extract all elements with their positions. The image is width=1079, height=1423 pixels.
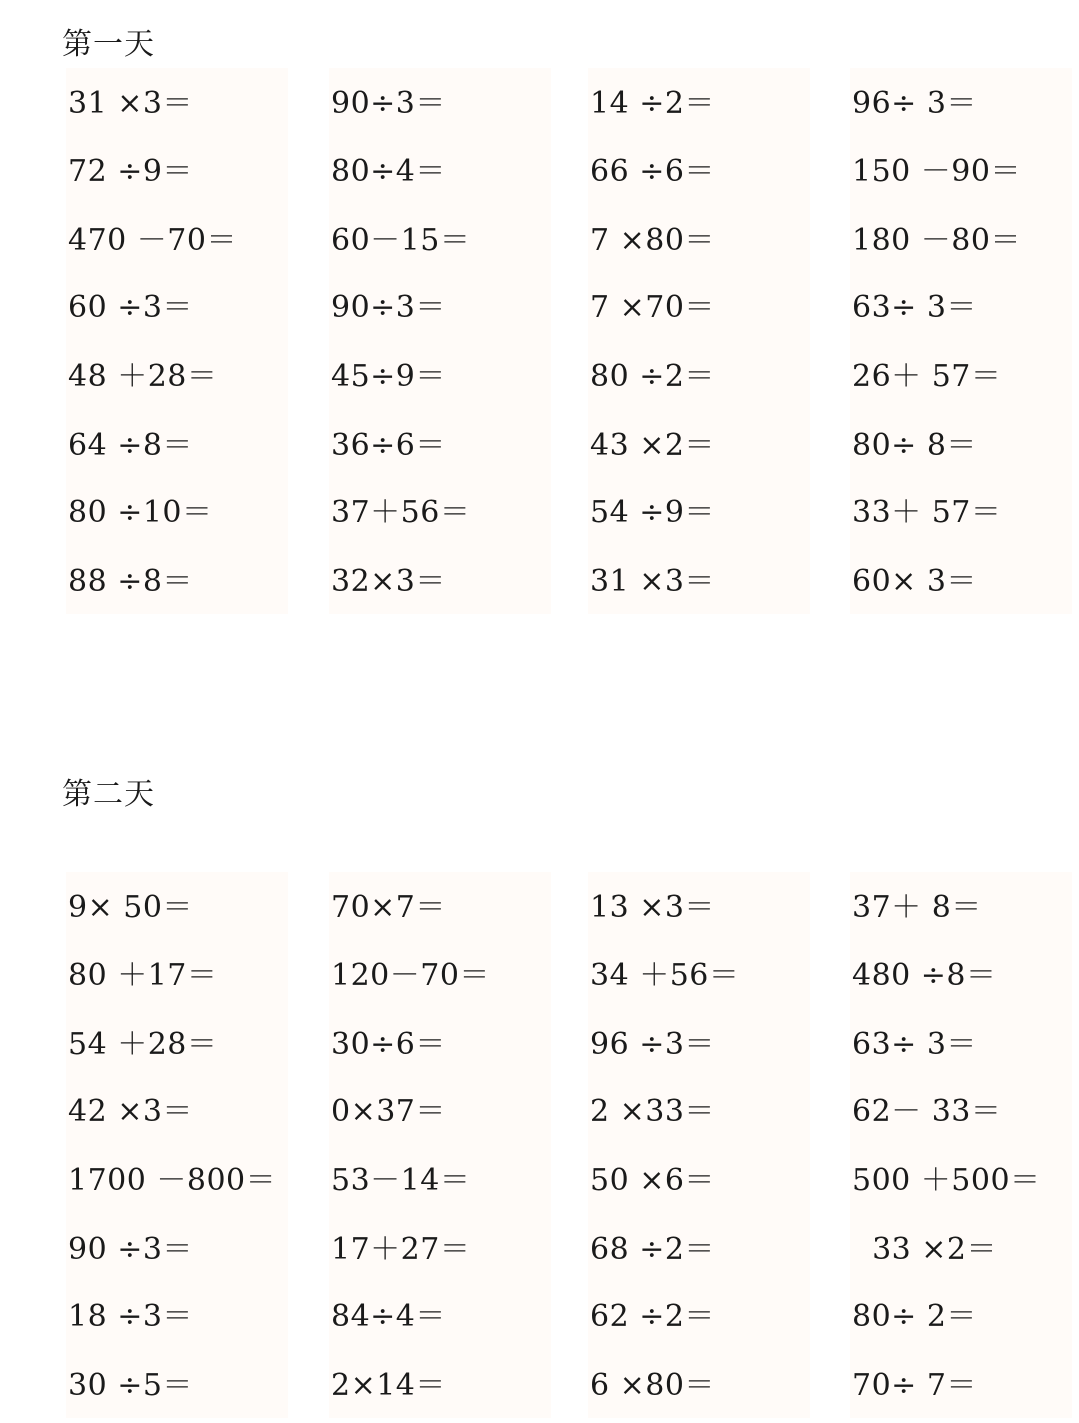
math-problem: 2×14＝: [331, 1368, 446, 1403]
math-problem: 90 ÷3＝: [68, 1232, 193, 1267]
math-problem: 80 ÷10＝: [68, 495, 213, 530]
math-problem: 60× 3＝: [852, 564, 977, 599]
math-problem: 13 ×3＝: [590, 890, 715, 925]
math-problem: 88 ÷8＝: [68, 564, 193, 599]
math-problem: 70÷ 7＝: [852, 1368, 977, 1403]
math-problem: 32×3＝: [331, 564, 446, 599]
page-title-day2: 第二天: [62, 777, 155, 812]
day2-column-4: [850, 872, 1072, 1418]
math-problem: 2 ×33＝: [590, 1094, 715, 1129]
math-problem: 150 －90＝: [852, 154, 1021, 189]
math-problem: 37＋56＝: [331, 495, 471, 530]
page-title-day1: 第一天: [62, 27, 155, 62]
math-problem: 470 －70＝: [68, 223, 237, 258]
math-problem: 180 －80＝: [852, 223, 1021, 258]
math-problem: 33 ×2＝: [852, 1232, 998, 1267]
math-problem: 96÷ 3＝: [852, 86, 977, 121]
math-problem: 53－14＝: [331, 1163, 471, 1198]
day1-column-2: [329, 68, 551, 614]
math-problem: 60 ÷3＝: [68, 290, 193, 325]
math-problem: 72 ÷9＝: [68, 154, 193, 189]
math-problem: 96 ÷3＝: [590, 1027, 715, 1062]
math-problem: 9× 50＝: [68, 890, 193, 925]
day1-problems: [0, 68, 1079, 614]
math-problem: 14 ÷2＝: [590, 86, 715, 121]
math-problem: 80÷ 2＝: [852, 1299, 977, 1334]
math-problem: 30÷6＝: [331, 1027, 446, 1062]
math-problem: 42 ×3＝: [68, 1094, 193, 1129]
math-problem: 500 ＋500＝: [852, 1163, 1041, 1198]
math-problem: 45÷9＝: [331, 359, 446, 394]
math-problem: 70×7＝: [331, 890, 446, 925]
math-problem: 80 ＋17＝: [68, 958, 218, 993]
math-problem: 54 ＋28＝: [68, 1027, 218, 1062]
math-problem: 37＋ 8＝: [852, 890, 982, 925]
math-problem: 6 ×80＝: [590, 1368, 715, 1403]
math-problem: 7 ×70＝: [590, 290, 715, 325]
math-problem: 26＋ 57＝: [852, 359, 1002, 394]
math-problem: 48 ＋28＝: [68, 359, 218, 394]
day2-column-1: [66, 872, 288, 1418]
math-problem: 30 ÷5＝: [68, 1368, 193, 1403]
day2-column-3: [588, 872, 810, 1418]
math-problem: 90÷3＝: [331, 290, 446, 325]
math-problem: 80÷4＝: [331, 154, 446, 189]
day1-column-1: [66, 68, 288, 614]
math-problem: 80÷ 8＝: [852, 428, 977, 463]
math-problem: 66 ÷6＝: [590, 154, 715, 189]
math-problem: 33＋ 57＝: [852, 495, 1002, 530]
math-problem: 63÷ 3＝: [852, 1027, 977, 1062]
math-problem: 1700 －800＝: [68, 1163, 277, 1198]
day1-column-4: [850, 68, 1072, 614]
math-problem: 31 ×3＝: [590, 564, 715, 599]
math-problem: 0×37＝: [331, 1094, 446, 1129]
math-problem: 50 ×6＝: [590, 1163, 715, 1198]
day1-column-3: [588, 68, 810, 614]
math-problem: 31 ×3＝: [68, 86, 193, 121]
day2-column-2: [329, 872, 551, 1418]
math-problem: 43 ×2＝: [590, 428, 715, 463]
math-problem: 80 ÷2＝: [590, 359, 715, 394]
math-problem: 17＋27＝: [331, 1232, 471, 1267]
math-problem: 90÷3＝: [331, 86, 446, 121]
math-problem: 64 ÷8＝: [68, 428, 193, 463]
math-problem: 63÷ 3＝: [852, 290, 977, 325]
math-problem: 120－70＝: [331, 958, 490, 993]
math-problem: 7 ×80＝: [590, 223, 715, 258]
math-problem: 62 ÷2＝: [590, 1299, 715, 1334]
math-problem: 480 ÷8＝: [852, 958, 997, 993]
day2-problems: [0, 872, 1079, 1418]
math-problem: 34 ＋56＝: [590, 958, 740, 993]
math-problem: 62－ 33＝: [852, 1094, 1002, 1129]
math-problem: 84÷4＝: [331, 1299, 446, 1334]
math-problem: 18 ÷3＝: [68, 1299, 193, 1334]
math-problem: 54 ÷9＝: [590, 495, 715, 530]
math-problem: 60－15＝: [331, 223, 471, 258]
math-problem: 68 ÷2＝: [590, 1232, 715, 1267]
math-problem: 36÷6＝: [331, 428, 446, 463]
